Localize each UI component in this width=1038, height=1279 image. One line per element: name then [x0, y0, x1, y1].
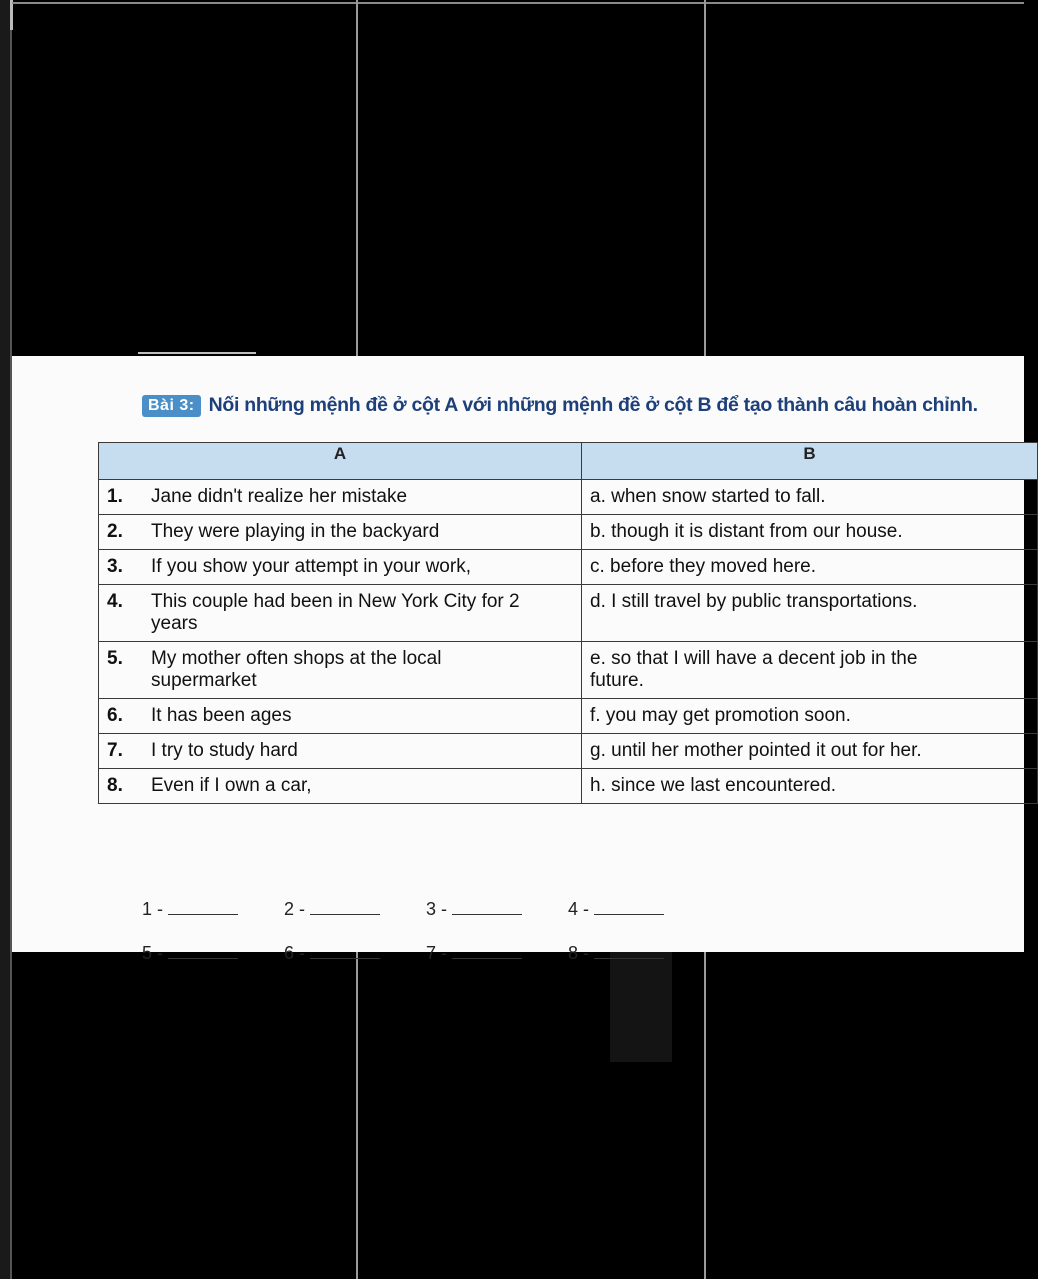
answer-slot: [568, 943, 710, 964]
answer-label: 2 -: [284, 899, 306, 919]
column-a-cell: [99, 642, 582, 699]
row-number: 4.: [107, 591, 123, 612]
viewer-corner-mark: [10, 0, 13, 30]
column-a-cell: [99, 585, 582, 642]
answer-row: [142, 876, 710, 920]
row-number: 3.: [107, 556, 123, 577]
answer-label: 1 -: [142, 899, 164, 919]
row-number: 6.: [107, 705, 123, 726]
column-a-cell: [99, 550, 582, 585]
row-number: 7.: [107, 740, 123, 761]
clause-a: If you show your attempt in your work,: [151, 556, 471, 577]
clause-a-continued: years: [151, 613, 198, 634]
clause-a: I try to study hard: [151, 740, 298, 761]
answer-slot: [142, 899, 284, 920]
viewer-divider: [704, 0, 706, 356]
clause-a: This couple had been in New York City for 2: [151, 591, 520, 612]
answer-row: [142, 920, 710, 964]
clause-b: c. before they moved here.: [590, 556, 817, 577]
answer-blank-line[interactable]: [594, 900, 664, 915]
clause-a: Jane didn't realize her mistake: [151, 486, 408, 507]
column-a-cell: [99, 734, 582, 769]
clause-a: It has been ages: [151, 705, 292, 726]
clause-a-continued: supermarket: [151, 670, 257, 691]
column-a-cell: [99, 515, 582, 550]
column-b-cell: [582, 769, 1038, 804]
answer-blank-line[interactable]: [310, 900, 380, 915]
answer-slot: [284, 899, 426, 920]
answer-label: 3 -: [426, 899, 448, 919]
table-row: [99, 585, 1038, 642]
answer-blank-line[interactable]: [310, 944, 380, 959]
answer-label: 8 -: [568, 943, 590, 963]
table-header-row: [99, 443, 1038, 480]
clause-b: b. though it is distant from our house.: [590, 521, 903, 542]
column-b-cell: [582, 550, 1038, 585]
clause-b: a. when snow started to fall.: [590, 486, 826, 507]
row-number: 5.: [107, 648, 123, 669]
answer-slot: [426, 899, 568, 920]
table-row: [99, 515, 1038, 550]
scanned-page: [12, 356, 1024, 963]
table-row: [99, 480, 1038, 515]
answer-blank-line[interactable]: [168, 900, 238, 915]
column-b-cell: [582, 480, 1038, 515]
clause-a: My mother often shops at the local: [151, 648, 442, 669]
clause-a: They were playing in the backyard: [151, 521, 440, 542]
clause-b: g. until her mother pointed it out for her.: [590, 740, 922, 761]
column-b-cell: [582, 734, 1038, 769]
answer-label: 6 -: [284, 943, 306, 963]
table-row: [99, 550, 1038, 585]
answer-blanks: [142, 876, 710, 964]
clause-b: e. so that I will have a decent job in the: [590, 648, 918, 669]
table-row: [99, 699, 1038, 734]
answer-slot: [426, 943, 568, 964]
answer-blank-line[interactable]: [452, 944, 522, 959]
clause-b: f. you may get promotion soon.: [590, 705, 851, 726]
answer-label: 4 -: [568, 899, 590, 919]
answer-slot: [284, 943, 426, 964]
answer-blank-line[interactable]: [594, 944, 664, 959]
row-number: 1.: [107, 486, 123, 507]
answer-slot: [142, 943, 284, 964]
table-row: [99, 734, 1038, 769]
row-number: 2.: [107, 521, 123, 542]
exercise-instruction: Nối những mệnh đề ở cột A với những mệnh đề ở cột B để tạo thành câu hoàn chỉnh.: [208, 394, 978, 416]
answer-label: 5 -: [142, 943, 164, 963]
clause-b: d. I still travel by public transportations.: [590, 591, 918, 612]
page-rule: [138, 352, 256, 354]
column-b-cell: [582, 585, 1038, 642]
column-a-cell: [99, 699, 582, 734]
answer-label: 7 -: [426, 943, 448, 963]
column-a-header: A: [99, 443, 582, 480]
column-a-cell: [99, 480, 582, 515]
viewer-left-bar: [0, 0, 12, 1279]
column-b-header: B: [582, 443, 1038, 480]
clause-b: h. since we last encountered.: [590, 775, 837, 796]
viewer-divider: [356, 952, 358, 1279]
table-row: [99, 769, 1038, 804]
column-b-cell: [582, 699, 1038, 734]
column-b-cell: [582, 642, 1038, 699]
exercise-badge: Bài 3:: [142, 395, 201, 417]
viewer-divider: [356, 0, 358, 356]
clause-a: Even if I own a car,: [151, 775, 312, 796]
exercise-heading: [142, 394, 978, 417]
matching-table: [98, 442, 1038, 804]
viewer-divider: [704, 952, 706, 1279]
row-number: 8.: [107, 775, 123, 796]
column-a-cell: [99, 769, 582, 804]
answer-slot: [568, 899, 710, 920]
clause-b-continued: future.: [590, 670, 644, 691]
answer-blank-line[interactable]: [452, 900, 522, 915]
viewer-shadow: [610, 952, 672, 1062]
viewer-top-line: [12, 2, 1024, 4]
table-row: [99, 642, 1038, 699]
answer-blank-line[interactable]: [168, 944, 238, 959]
column-b-cell: [582, 515, 1038, 550]
